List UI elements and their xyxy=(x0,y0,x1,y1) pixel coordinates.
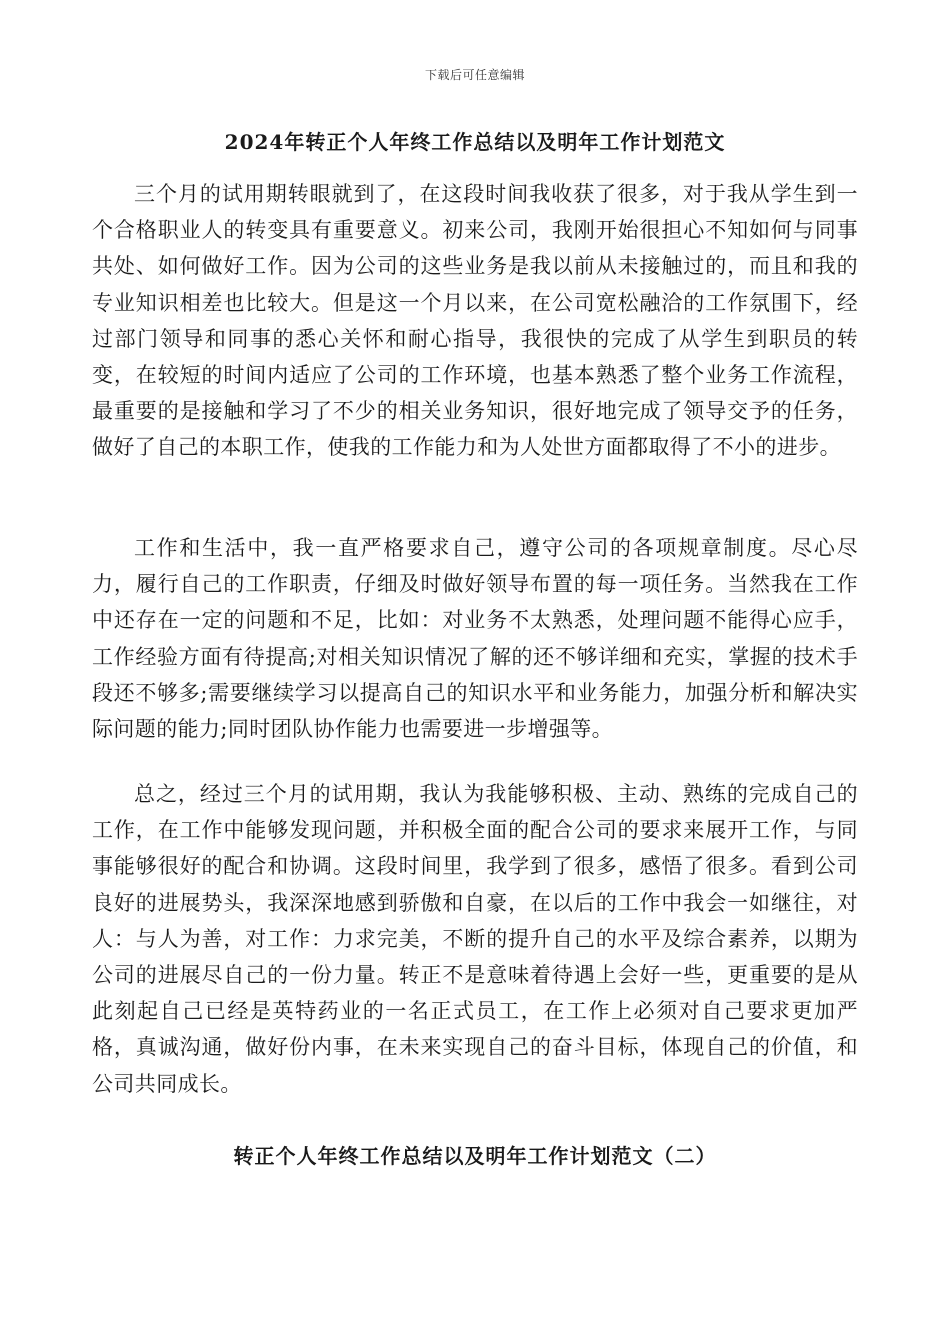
section-title: 转正个人年终工作总结以及明年工作计划范文（二） xyxy=(233,1144,717,1168)
paragraph-3: 总之，经过三个月的试用期，我认为我能够积极、主动、熟练的完成自己的工作，在工作中能够发现问题，并积极全面的配合公司的要求来展开工作，与同事能够很好的配合和协调。这段时间里，我学到了很多，感悟了很多。看到公司良好的进展势头，我深深地感到骄傲和自豪，在以后的工作中我会一如继往，对人：与人为善，对工作：力求完美，不断的提升自己的水平及综合素养，以期为公司的进展尽自己的一份力量。转正不是意味着待遇上会好一些，更重要的是从此刻起自己已经是英特药业的一名正式员工，在工作上必须对自己要求更加严格，真诚沟通，做好份内事，在未来实现自己的奋斗目标，体现自己的价值，和公司共同成长。 xyxy=(92,782,858,1096)
paragraph-2: 工作和生活中，我一直严格要求自己，遵守公司的各项规章制度。尽心尽力，履行自己的工作职责，仔细及时做好领导布置的每一项任务。当然我在工作中还存在一定的问题和不足，比如：对业务不太熟悉，处理问题不能得心应手，工作经验方面有待提高;对相关知识情况了解的还不够详细和充实，掌握的技术手段还不够多;需要继续学习以提高自己的知识水平和业务能力，加强分析和解决实际问题的能力;同时团队协作能力也需要进一步增强等。 xyxy=(92,536,858,742)
document-title: 2024年转正个人年终工作总结以及明年工作计划范文 xyxy=(224,130,726,154)
header-note: 下载后可任意编辑 xyxy=(424,68,525,82)
paragraph-1: 三个月的试用期转眼就到了，在这段时间我收获了很多，对于我从学生到一个合格职业人的转变具有重要意义。初来公司，我刚开始很担心不知如何与同事共处、如何做好工作。因为公司的这些业务是我以前从未接触过的，而且和我的专业知识相差也比较大。但是这一个月以来，在公司宽松融洽的工作氛围下，经过部门领导和同事的悉心关怀和耐心指导，我很快的完成了从学生到职员的转变，在较短的时间内适应了公司的工作环境，也基本熟悉了整个业务工作流程，最重要的是接触和学习了不少的相关业务知识，很好地完成了领导交予的任务，做好了自己的本职工作，使我的工作能力和为人处世方面都取得了不小的进步。 xyxy=(92,182,858,460)
